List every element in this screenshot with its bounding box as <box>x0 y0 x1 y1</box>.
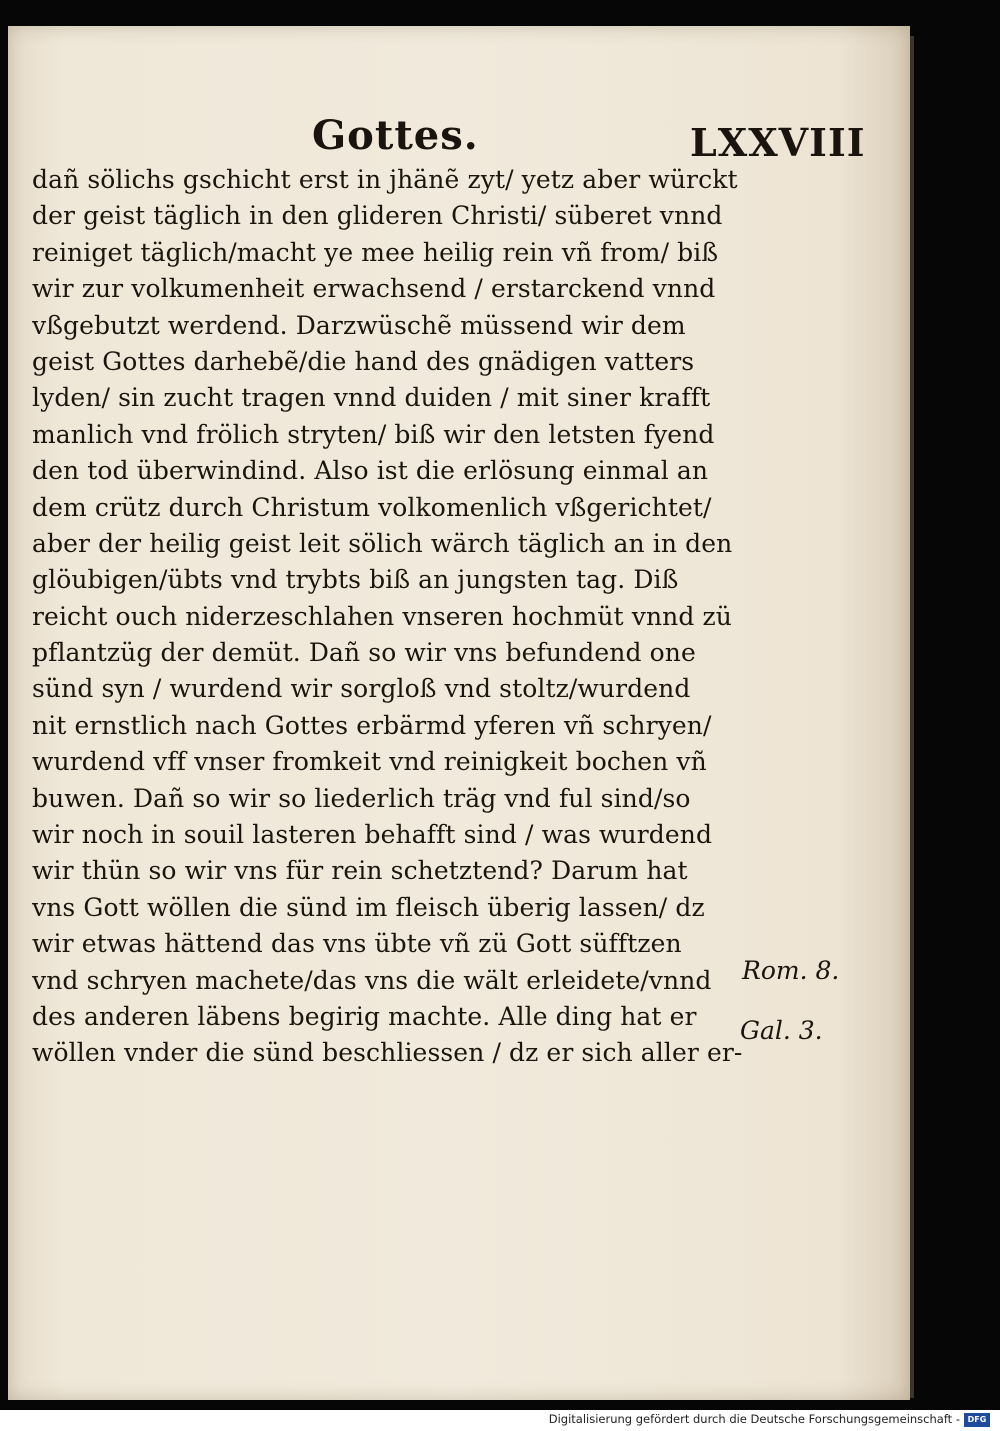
text-line: reiniget täglich/macht ye mee heilig rein vñ from/ biß <box>32 237 719 267</box>
funding-credit: Digitalisierung gefördert durch die Deutsche Forschungsgemeinschaft - <box>548 1412 960 1426</box>
text-line: wir etwas hättend das vns übte vñ zü Gott süfftzen <box>32 929 682 959</box>
footer-bar <box>0 1410 1000 1431</box>
text-line: des anderen läbens begirig machte. Alle ding hat er <box>32 1001 697 1031</box>
dfg-logo-icon: DFG <box>964 1413 990 1427</box>
text-line: vns Gott wöllen die sünd im fleisch überig lassen/ dz <box>32 892 705 922</box>
body-text <box>32 162 762 1072</box>
text-line: lyden/ sin zucht tragen vnnd duiden / mit siner krafft <box>32 383 711 413</box>
marginal-note-galatians: Gal. 3. <box>740 1016 823 1045</box>
page-edge <box>910 36 914 1398</box>
text-line: glöubigen/übts vnd trybts biß an jungsten tag. Diß <box>32 565 679 595</box>
text-line: sünd syn / wurdend wir sorgloß vnd stoltz/wurdend <box>32 674 691 704</box>
text-line: pflantzüg der demüt. Dañ so wir vns befundend one <box>32 638 696 668</box>
text-line: vßgebutzt werdend. Darzwüschẽ müssend wir dem <box>32 310 686 340</box>
text-line: buwen. Dañ so wir so liederlich träg vnd ful sind/so <box>32 783 691 813</box>
text-line: reicht ouch niderzeschlahen vnseren hochmüt vnnd zü <box>32 601 732 631</box>
text-line: manlich vnd frölich stryten/ biß wir den letsten fyend <box>32 419 715 449</box>
text-line: vnd schryen machete/das vns die wält erleidete/vnnd <box>32 965 712 995</box>
text-line: aber der heilig geist leit sölich wärch täglich an in den <box>32 528 733 558</box>
text-line: wöllen vnder die sünd beschliessen / dz er sich aller er- <box>32 1038 743 1068</box>
text-line: wurdend vff vnser fromkeit vnd reinigkeit bochen vñ <box>32 747 707 777</box>
running-head: Gottes. <box>312 112 479 159</box>
text-line: dañ sölichs gschicht erst in jhänẽ zyt/ yetz aber würckt <box>32 165 738 194</box>
text-line: wir zur volkumenheit erwachsend / erstarckend vnnd <box>32 274 716 304</box>
text-line: der geist täglich in den glideren Christi/ süberet vnnd <box>32 201 723 231</box>
text-line: nit ernstlich nach Gottes erbärmd yferen vñ schryen/ <box>32 710 712 740</box>
text-line: geist Gottes darhebẽ/die hand des gnädigen vatters <box>32 346 695 376</box>
text-line: wir thün so wir vns für rein schetztend? Darum hat <box>32 856 688 886</box>
text-line: dem crütz durch Christum volkomenlich vßgerichtet/ <box>32 492 712 522</box>
marginal-note-romans: Rom. 8. <box>742 956 840 985</box>
text-line: den tod überwindind. Also ist die erlösung einmal an <box>32 456 709 486</box>
text-line: wir noch in souil lasteren behafft sind / was wurdend <box>32 820 713 850</box>
folio-number: LXXVIII <box>690 120 866 165</box>
